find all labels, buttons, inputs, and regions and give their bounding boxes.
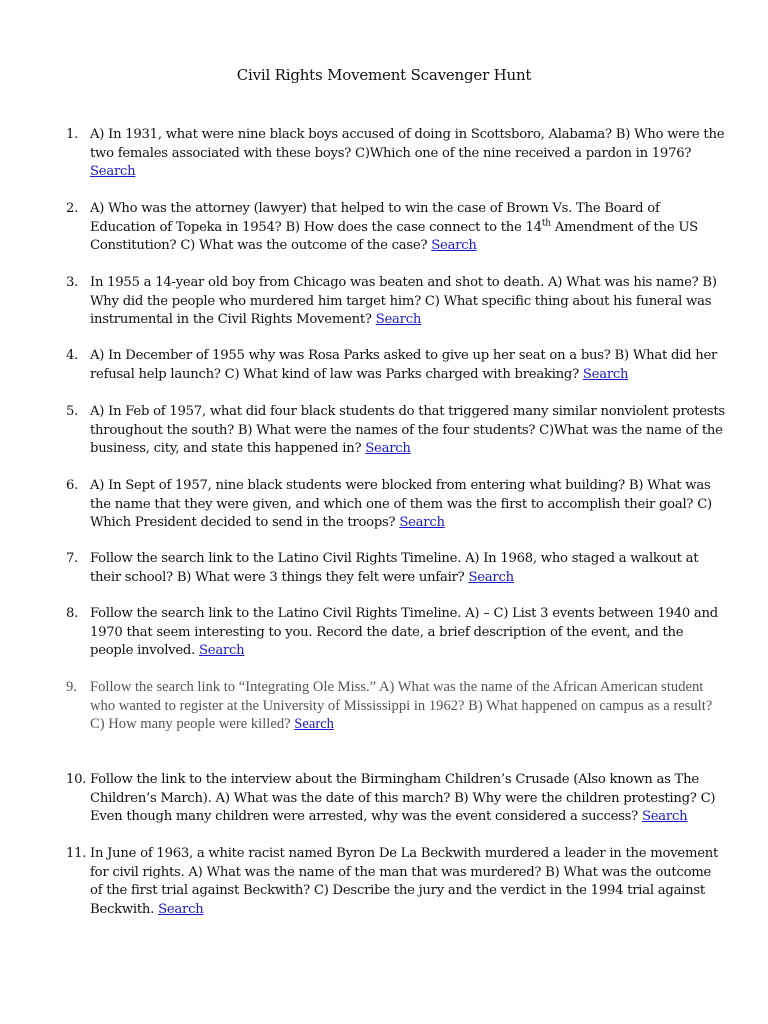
- question-text: Follow the search link to the Latino Civil Rights Timeline. A) – C) List 3 events between 1940 and 1970 that seem interesting to you. Record the date, a brief description of the event, and the people involved.: [90, 606, 718, 659]
- question-1: [66, 126, 726, 182]
- search-link[interactable]: Search: [375, 312, 422, 328]
- question-number: 6.: [66, 478, 79, 493]
- question-text: In 1955 a 14-year old boy from Chicago was beaten and shot to death. A) What was his name? B) Why did the people who murdered him target him? C) What specific thing about his funeral was instrumental in the Civil Rights Movement?: [90, 275, 717, 328]
- question-2: [66, 200, 726, 256]
- question-text: Follow the link to the interview about the Birmingham Children’s Crusade (Also known as The Children’s March). A) What was the date of this march? B) Why were the children protesting? C) Even though many children were arrested, why was the event considered a success?: [90, 772, 716, 825]
- search-link[interactable]: Search: [582, 366, 629, 382]
- question-number: 2.: [66, 201, 79, 216]
- question-5: [66, 403, 726, 459]
- search-link[interactable]: Search: [431, 238, 477, 254]
- question-7: [66, 550, 726, 587]
- question-text: A) In Feb of 1957, what did four black students do that triggered many similar nonviolent protests throughout the south? B) What were the names of the four students? C)What was the name of the business, city, and state this happened in?: [90, 404, 725, 457]
- question-text: Follow the search link to “Integrating Ole Miss.” A) What was the name of the African American student who wanted to register at the University of Mississippi in 1962? B) What happened on campus as a result? C) How many people were killed?: [90, 679, 713, 733]
- question-number: 11.: [66, 846, 87, 861]
- search-link[interactable]: Search: [365, 441, 411, 457]
- question-text: A) In December of 1955 why was Rosa Parks asked to give up her seat on a bus? B) What did her refusal help launch? C) What kind of law was Parks charged with breaking?: [90, 348, 718, 382]
- question-number: 4.: [66, 348, 79, 363]
- search-link[interactable]: Search: [399, 515, 445, 531]
- question-number: 8.: [66, 606, 79, 621]
- search-link[interactable]: Search: [641, 809, 688, 825]
- question-11: [66, 845, 726, 919]
- search-link[interactable]: Search: [158, 901, 204, 917]
- question-10: [66, 771, 726, 827]
- question-number: 10.: [66, 772, 87, 787]
- question-9: [66, 678, 726, 734]
- question-number: 1.: [66, 127, 79, 142]
- question-number: 3.: [66, 275, 79, 290]
- question-text: A) In 1931, what were nine black boys accused of doing in Scottsboro, Alabama? B) Who were the two females associated with these boys? C)Which one of the nine received a pardon in 1976?: [90, 127, 725, 161]
- question-text: A) In Sept of 1957, nine black students were blocked from entering what building? B) What was the name that they were given, and which one of them was the first to accomplish their goal? C) Which President decided to send in the troops?: [90, 478, 712, 531]
- search-link[interactable]: Search: [468, 569, 514, 585]
- superscript-th: th: [541, 218, 551, 229]
- question-4: [66, 347, 726, 384]
- search-link[interactable]: Search: [90, 164, 136, 180]
- question-3: [66, 274, 726, 330]
- question-number: 7.: [66, 551, 79, 566]
- question-number: 9.: [66, 679, 77, 695]
- question-8: [66, 605, 726, 661]
- search-link[interactable]: Search: [294, 716, 334, 733]
- question-text: In June of 1963, a white racist named Byron De La Beckwith murdered a leader in the movement for civil rights. A) What was the name of the man that was murdered? B) What was the outcome of the first trial against Beckwith? C) Describe the jury and the verdict in the 1994 trial against Beckwith.: [90, 846, 719, 917]
- question-text: Follow the search link to the Latino Civil Rights Timeline. A) In 1968, who staged a walkout at their school? B) What were 3 things they felt were unfair?: [90, 551, 699, 585]
- question-6: [66, 477, 726, 533]
- question-text: A) Who was the attorney (lawyer) that helped to win the case of Brown Vs. The Board of Education of Topeka in 1954? B) How does the case connect to the 14: [90, 201, 660, 235]
- question-text-continued: Amendment of the US Constitution? C) What was the outcome of the case?: [90, 219, 698, 254]
- search-link[interactable]: Search: [199, 643, 245, 659]
- page-title: Civil Rights Movement Scavenger Hunt: [236, 66, 532, 84]
- question-number: 5.: [66, 404, 79, 419]
